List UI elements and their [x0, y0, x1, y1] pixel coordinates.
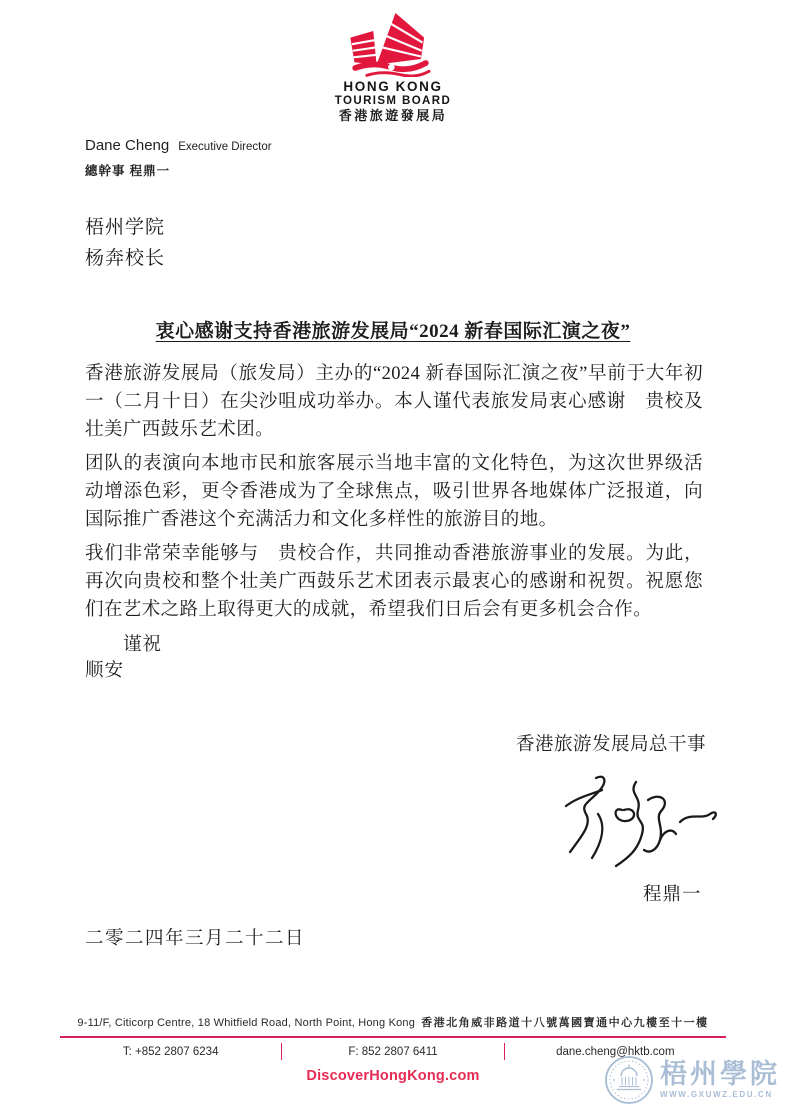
- sender-title-en: Executive Director: [178, 141, 272, 153]
- hktb-logo: [0, 13, 786, 124]
- sender-name: Dane Cheng: [85, 137, 170, 154]
- sender-title-zh: 總幹事 程鼎一: [85, 163, 171, 178]
- footer-divider-line: [60, 1036, 726, 1038]
- paragraph-2: 团队的表演向本地市民和旅客展示当地丰富的文化特色，为这次世界级活动增添色彩，更令香港成为了全球焦点，吸引世界各地媒体广泛报道，向国际推广香港这个充满活力和文化多样性的旅游目的地。: [85, 454, 703, 530]
- date-line: 二零二四年三月二十二日: [85, 929, 306, 949]
- recipient-person: 杨奔校长: [85, 248, 166, 269]
- footer-address-en: 9-11/F, Citicorp Centre, 18 Whitfield Road, North Point, Hong Kong: [77, 1017, 416, 1029]
- footer-email: dane.cheng@hktb.com: [556, 1046, 675, 1058]
- junk-boat-icon: [343, 13, 443, 77]
- org-name-zh: 香港旅遊發展局: [338, 107, 448, 123]
- footer-address-zh: 香港北角威非路道十八號萬國寶通中心九樓至十一樓: [421, 1017, 709, 1029]
- footer-address: [0, 1014, 786, 1030]
- closing-word: 顺安: [85, 661, 125, 681]
- org-name-en-line1: HONG KONG: [343, 79, 443, 94]
- signer-name: 程鼎一: [643, 885, 702, 905]
- recipient-block: [85, 212, 165, 274]
- recipient-org: 梧州学院: [85, 217, 166, 238]
- university-watermark: [604, 1055, 780, 1105]
- sender-block: [85, 134, 272, 181]
- org-name-en-line2: TOURISM BOARD: [334, 94, 452, 107]
- watermark-url: WWW.GXUWZ.EDU.CN: [660, 1090, 773, 1099]
- footer-telephone: T: +852 2807 6234: [122, 1046, 219, 1058]
- footer-fax: F: 852 2807 6411: [281, 1043, 504, 1060]
- signer-title: 香港旅游发展局总干事: [515, 735, 706, 755]
- footer-website: DiscoverHongKong.com: [306, 1068, 480, 1084]
- handwritten-signature: [552, 766, 722, 876]
- closing-pre: 谨祝: [123, 635, 163, 655]
- watermark-text: [660, 1061, 780, 1099]
- watermark-university-name: 梧州學院: [660, 1059, 780, 1089]
- university-seal-icon: [604, 1055, 654, 1105]
- subject-line: 衷心感谢支持香港旅游发展局“2024 新春国际汇演之夜”: [155, 321, 631, 342]
- sender-line-en: [85, 134, 272, 159]
- paragraph-1: 香港旅游发展局（旅发局）主办的“2024 新春国际汇演之夜”早前于大年初一（二月十日）在尖沙咀成功举办。本人谨代表旅发局衷心感谢 贵校及壮美广西鼓乐艺术团。: [85, 364, 703, 440]
- letter-body: [85, 360, 703, 630]
- paragraph-3: 我们非常荣幸能够与 贵校合作，共同推动香港旅游事业的发展。为此，再次向贵校和整个壮美广西鼓乐艺术团表示最衷心的感谢和祝贺。祝愿您们在艺术之路上取得更大的成就，希望我们日后会有更多机会合作。: [85, 544, 703, 620]
